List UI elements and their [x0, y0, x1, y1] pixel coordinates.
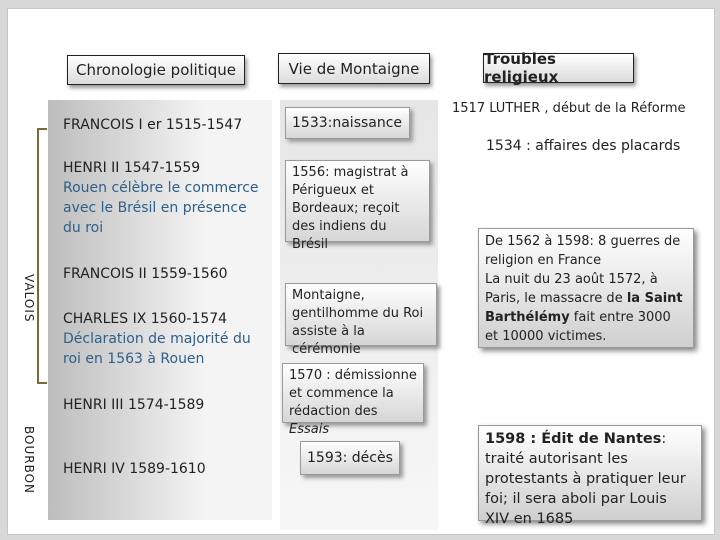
bourbon-label: BOURBON: [22, 426, 36, 495]
montaigne-gentilhomme: [285, 283, 437, 357]
king-francois-i: [63, 115, 242, 135]
header-vie-montaigne: [278, 53, 430, 84]
king-francois-ii: [63, 264, 228, 284]
montaigne-demission: [282, 363, 424, 437]
king-title: CHARLES IX 1560-1574: [63, 311, 228, 327]
edit-nantes-text: : traité autorisant les protestants à pratiquer leur foi; il sera aboli par Louis XIV en 1685: [485, 431, 686, 527]
troubles-massacre-text: La nuit du 23 août 1572, à Paris, le massacre de: [485, 272, 658, 306]
king-charles-ix: [63, 309, 268, 369]
troubles-victims-text: fait entre 3000 et 10000 victimes.: [485, 310, 671, 344]
montaigne-naissance: [285, 107, 410, 139]
montaigne-deces: [300, 441, 400, 475]
valois-label: VALOIS: [22, 274, 36, 323]
king-title: FRANCOIS I er 1515-1547: [63, 117, 243, 133]
king-henri-iv: [63, 459, 206, 479]
header-chronologie: [67, 55, 245, 85]
header-chronologie-label: Chronologie politique: [75, 61, 237, 79]
edit-nantes-title: 1598 : Édit de Nantes: [485, 431, 662, 447]
king-note: Déclaration de majorité du roi en 1563 à Rouen: [63, 331, 251, 367]
montaigne-gentilhomme-text: Montaigne, gentilhomme du Roi assiste à la cérémonie: [292, 288, 424, 357]
montaigne-magistrat: [285, 160, 430, 252]
troubles-placards: 1534 : affaires des placards: [486, 138, 681, 154]
montaigne-deces-text: 1593: décès: [307, 450, 393, 466]
king-title: HENRI IV 1589-1610: [63, 461, 206, 477]
montaigne-magistrat-text: 1556: magistrat à Périgueux et Bordeaux; reçoit des indiens du Brésil: [292, 165, 409, 252]
montaigne-demission-text: 1570 : démissionne et commence la rédaction des: [289, 368, 417, 419]
king-henri-iii: [63, 395, 204, 415]
troubles-guerres-intro: De 1562 à 1598: 8 guerres de religion en France: [485, 234, 681, 268]
valois-bracket: [37, 128, 47, 384]
king-title: FRANCOIS II 1559-1560: [63, 266, 228, 282]
montaigne-naissance-text: 1533:naissance: [292, 115, 403, 131]
troubles-edit-nantes: [478, 425, 702, 527]
troubles-luther: 1517 LUTHER , début de la Réforme: [452, 101, 686, 116]
header-troubles: [483, 50, 634, 86]
king-title: HENRI III 1574-1589: [63, 397, 205, 413]
troubles-massacre: [485, 270, 687, 346]
king-henri-ii: [63, 158, 268, 238]
king-note: Rouen célèbre le commerce avec le Brésil en présence du roi: [63, 180, 259, 236]
troubles-guerres: [478, 228, 694, 348]
montaigne-essais-title: Essais: [289, 422, 330, 437]
troubles-saint-barthelemy: la Saint Barthélémy: [485, 291, 683, 325]
king-title: HENRI II 1547-1559: [63, 160, 201, 176]
header-troubles-label: Troubles religieux: [484, 50, 559, 86]
header-vie-label: Vie de Montaigne: [288, 59, 420, 78]
